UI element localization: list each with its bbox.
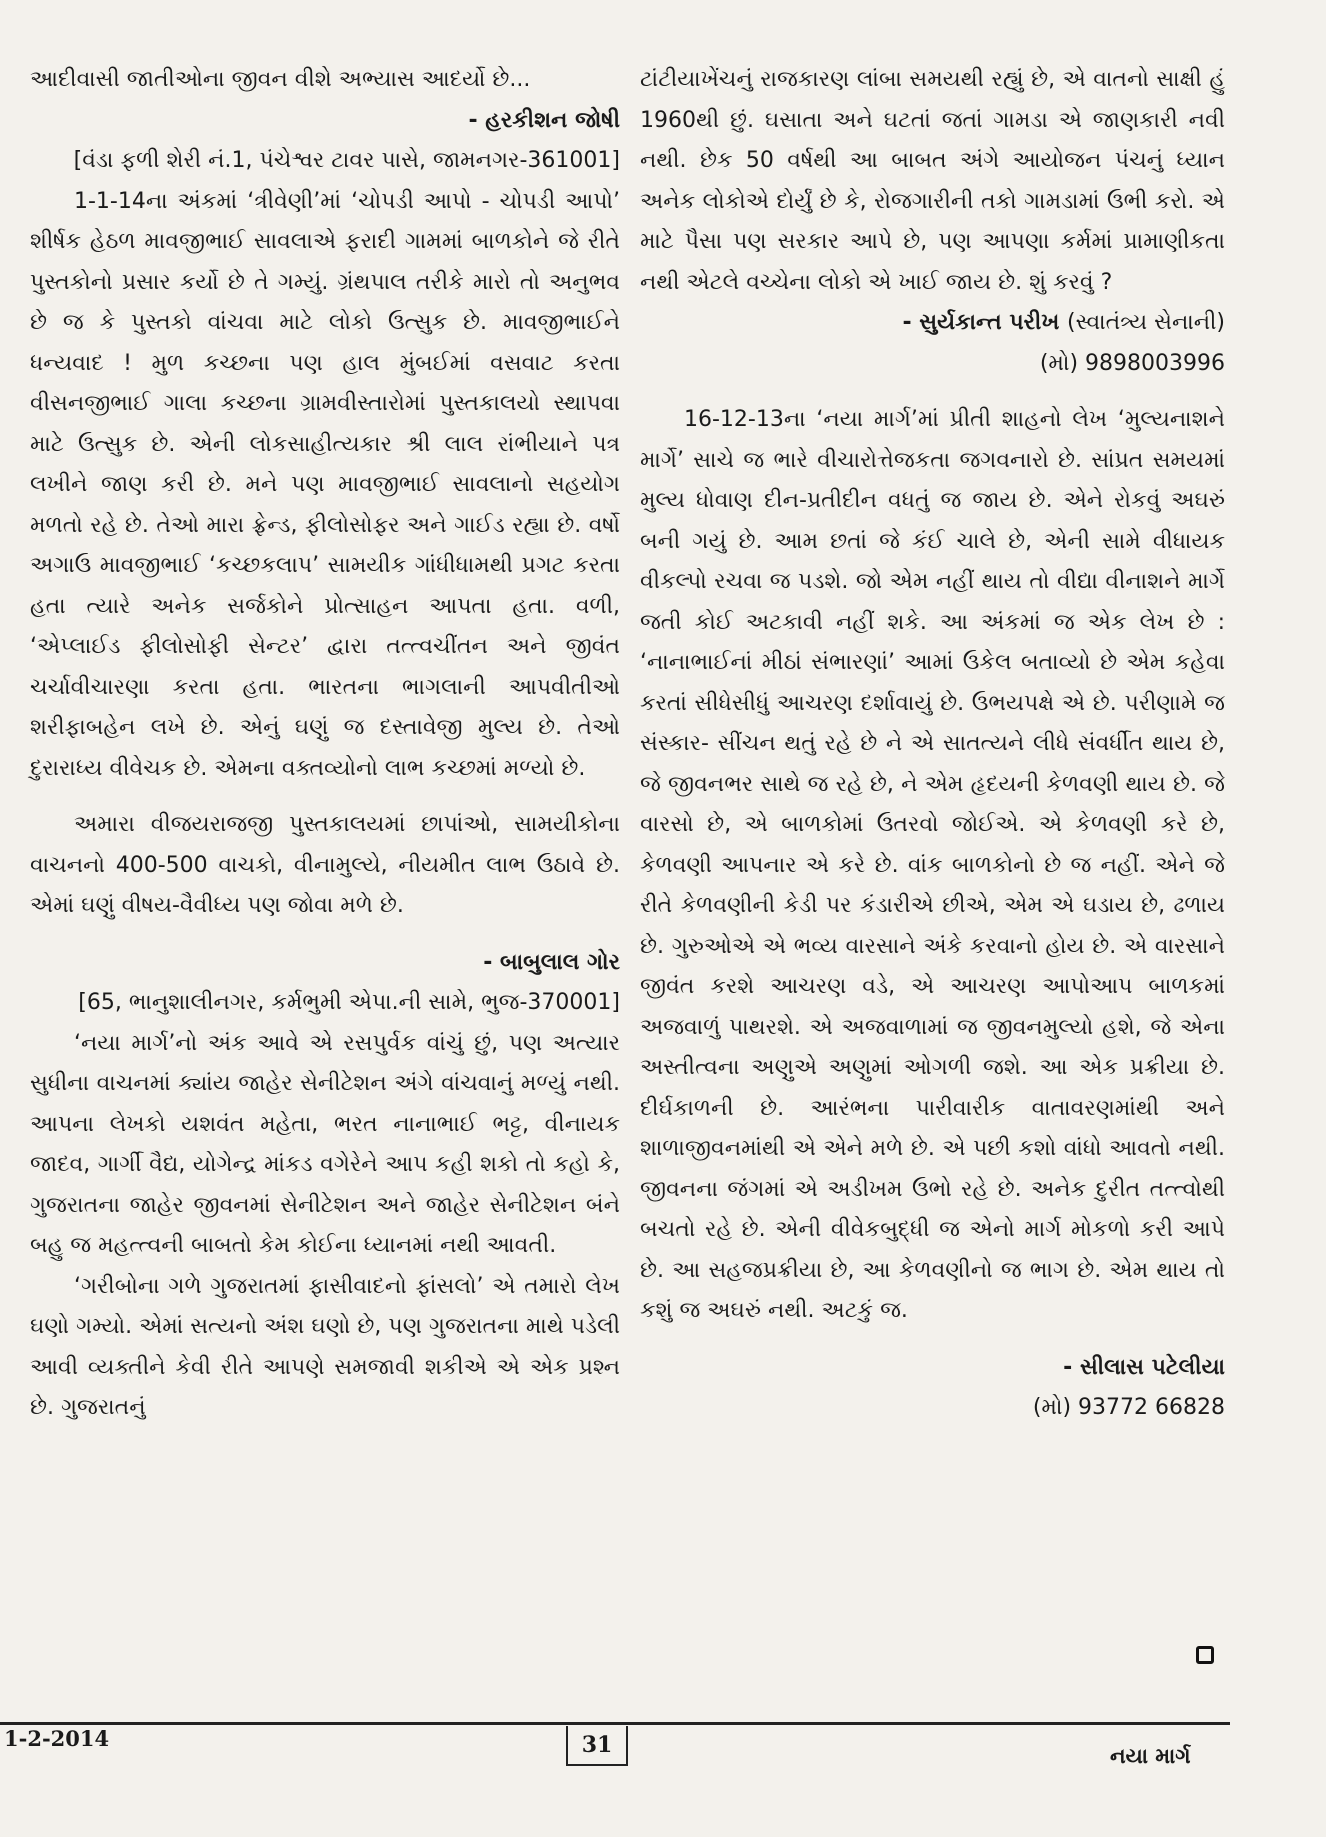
square-end-mark-icon — [1196, 1646, 1214, 1664]
signature-name: - સુર્યકાન્ત પરીખ — [902, 310, 1060, 335]
signature-babulal: - બાબુલાલ ગોર — [483, 949, 620, 975]
opening-line: આદીવાસી જાતીઓના જીવન વીશે અભ્યાસ આદર્યો છે... — [30, 67, 531, 92]
footer-date: 1-2-2014 — [4, 1726, 110, 1751]
letter-paragraph: ‘નયા માર્ગ’નો અંક આવે એ રસપુર્વક વાંચું છું, પણ અત્યાર સુધીના વાચનમાં ક્યાંય જાહેર સેનીટેશન અંગે વાંચવાનું મળ્યું નથી. આપના લેખકો યશવંત મહેતા, ભરત નાનાભાઈ ભટ્ટ, વીનાયક જાદવ, ગાર્ગી વૈદ્ય, યોગેન્દ્ર માંકડ વગેરેને આપ કહી શકો તો કહો કે, ગુજરાતના જાહેર જીવનમાં સેનીટેશન અને જાહેર સેનીટેશન બંને બહુ જ મહત્ત્વની બાબતો કેમ કોઈના ધ્યાનમાં નથી આવતી. — [30, 1030, 620, 1258]
signature-harkishan: - હરકીશન જોષી — [468, 107, 620, 133]
signature-suryakant — [640, 303, 1225, 344]
letter-paragraph: 16-12-13ના ‘નયા માર્ગ’માં પ્રીતી શાહનો લેખ ‘મુલ્યનાશને માર્ગે’ સાચે જ ભારે વીચારોત્તેજકતા જગવનારો છે. સાંપ્રત સમયમાં મુલ્ય ધોવાણ દીન-પ્રતીદીન વધતું જ જાય છે. એને રોકવું અઘરું બની ગયું છે. આમ છતાં જે કંઈ ચાલે છે, એની સામે વીધાયક વીકલ્પો રચવા જ પડશે. જો એમ નહીં થાય તો વીદ્યા વીનાશને માર્ગે જતી કોઈ અટકાવી નહીં શકે. આ અંકમાં જ એક લેખ છે : ‘નાનાભાઈનાં મીઠાં સંભારણાં’ આમાં ઉકેલ બતાવ્યો છે એમ કહેવા કરતાં સીધેસીધું આચરણ દર્શાવાયું છે. ઉભયપક્ષે એ છે. પરીણામે જ સંસ્કાર- સીંચન થતું રહે છે ને એ સાતત્યને લીધે સંવર્ધીત થાય છે, જે જીવનભર સાથે જ રહે છે, ને એમ હૃદયની કેળવણી થાય છે. જે વારસો છે, એ બાળકોમાં ઉતરવો જોઈએ. એ કેળવણી કરે છે, કેળવણી આપનાર એ કરે છે. વાંક બાળકોનો છે જ નહીં. એને જે રીતે કેળવણીની કેડી પર કંડારીએ છીએ, એમ એ ઘડાય છે, ઢળાય છે. ગુરુઓએ એ ભવ્ય વારસાને અંકે કરવાનો હોય છે. એ વારસાને જીવંત કરશે આચરણ વડે, એ આચરણ આપોઆપ બાળકમાં અજવાળું પાથરશે. એ અજવાળામાં જ જીવનમુલ્યો હશે, જે એના અસ્તીત્વના અણુએ અણુમાં ઓગળી જશે. આ એક પ્રક્રીયા છે. દીર્ઘકાળની છે. આરંભના પારીવારીક વાતાવરણમાંથી અને શાળાજીવનમાંથી એ એને મળે છે. એ પછી કશો વાંધો આવતો નથી. જીવનના જંગમાં એ અડીખમ ઉભો રહે છે. અનેક દુરીત તત્ત્વોથી બચતો રહે છે. એની વીવેકબુદ્ધી જ એનો માર્ગ મોકળો કરી આપે છે. આ સહજપ્રક્રીયા છે, આ કેળવણીનો જ ભાગ છે. એમ થાય તો કશું જ અઘરું નથી. અટકું જ. — [640, 407, 1225, 1323]
phone-suryakant: (મો) 9898003996 — [1039, 350, 1225, 376]
signature-role: (સ્વાતંત્ર્ય સેનાની) — [1067, 310, 1225, 335]
letter-paragraph: 1-1-14ના અંકમાં ‘ત્રીવેણી’માં ‘ચોપડી આપો - ચોપડી આપો’ શીર્ષક હેઠળ માવજીભાઈ સાવલાએ ફરાદી ગામમાં બાળકોને જે રીતે પુસ્તકોનો પ્રસાર કર્યો છે તે ગમ્યું. ગ્રંથપાલ તરીકે મારો તો અનુભવ છે જ કે પુસ્તકો વાંચવા માટે લોકો ઉત્સુક છે. માવજીભાઈને ધન્યવાદ ! મુળ કચ્છના પણ હાલ મુંબઈમાં વસવાટ કરતા વીસનજીભાઈ ગાલા કચ્છના ગ્રામવીસ્તારોમાં પુસ્તકાલયો સ્થાપવા માટે ઉત્સુક છે. એની લોકસાહીત્યકાર શ્રી લાલ રાંભીયાને પત્ર લખીને જાણ કરી છે. મને પણ માવજીભાઈ સાવલાનો સહયોગ મળતો રહે છે. તેઓ મારા ફ્રેન્ડ, ફીલોસોફર અને ગાઈડ રહ્યા છે. વર્ષો અગાઉ માવજીભાઈ ‘કચ્છકલાપ’ સામયીક ગાંધીધામથી પ્રગટ કરતા હતા ત્યારે અનેક સર્જકોને પ્રોત્સાહન આપતા હતા. વળી, ‘એપ્લાઈડ ફીલોસોફી સેન્ટર’ દ્વારા તત્ત્વચીંતન અને જીવંત ચર્ચાવીચારણા કરતા હતા. ભારતના ભાગલાની આપવીતીઓ શરીફાબહેન લખે છે. એનું ઘણું જ દસ્તાવેજી મુલ્ય છે. તેઓ દુરારાધ્ય વીવેચક છે. એમના વક્તવ્યોનો લાભ કચ્છમાં મળ્યો છે. — [30, 188, 620, 781]
letter-paragraph: અમારા વીજયરાજજી પુસ્તકાલયમાં છાપાંઓ, સામયીકોના વાચનનો 400-500 વાચકો, વીનામુલ્યે, નીયમીત લાભ ઉઠાવે છે. એમાં ઘણું વીષય-વૈવીધ્ય પણ જોવા મળે છે. — [30, 812, 620, 918]
magazine-name: નયા માર્ગ — [1110, 1744, 1191, 1768]
phone-silas: (મો) 93772 66828 — [1032, 1395, 1225, 1420]
signature-silas: - સીલાસ પટેલીયા — [1063, 1354, 1225, 1380]
footer-rule — [0, 1722, 1230, 1725]
page-number: 31 — [566, 1726, 628, 1766]
letter-paragraph: ટાંટીયાખેંચનું રાજકારણ લાંબા સમયથી રહ્યું છે, એ વાતનો સાક્ષી હું 1960થી છું. ઘસાતા અને ઘટતાં જતાં ગામડા એ જાણકારી નવી નથી. છેક 50 વર્ષથી આ બાબત અંગે આયોજન પંચનું ધ્યાન અનેક લોકોએ દોર્યું છે કે, રોજગારીની તકો ગામડામાં ઉભી કરો. એ માટે પૈસા પણ સરકાર આપે છે, પણ આપણા કર્મમાં પ્રામાણીકતા નથી એટલે વચ્ચેના લોકો એ ખાઈ જાય છે. શું કરવું ? — [640, 67, 1225, 295]
right-column — [640, 60, 1225, 1429]
address-babulal: [65, ભાનુશાલીનગર, કર્મભુમી એપા.ની સામે, ભુજ-370001] — [78, 990, 620, 1015]
address-harkishan: [વંડા ફળી શેરી નં.1, પંચેશ્વર ટાવર પાસે, જામનગર-361001] — [73, 148, 620, 173]
letter-paragraph: ‘ગરીબોના ગળે ગુજરાતમાં ફાસીવાદનો ફાંસલો’ એ તમારો લેખ ઘણો ગમ્યો. એમાં સત્યનો અંશ ઘણો છે, પણ ગુજરાતના માથે પડેલી આવી વ્યક્તીને કેવી રીતે આપણે સમજાવી શકીએ એ એક પ્રશ્ન છે. ગુજરાતનું — [30, 1273, 620, 1420]
left-column — [30, 60, 620, 1429]
